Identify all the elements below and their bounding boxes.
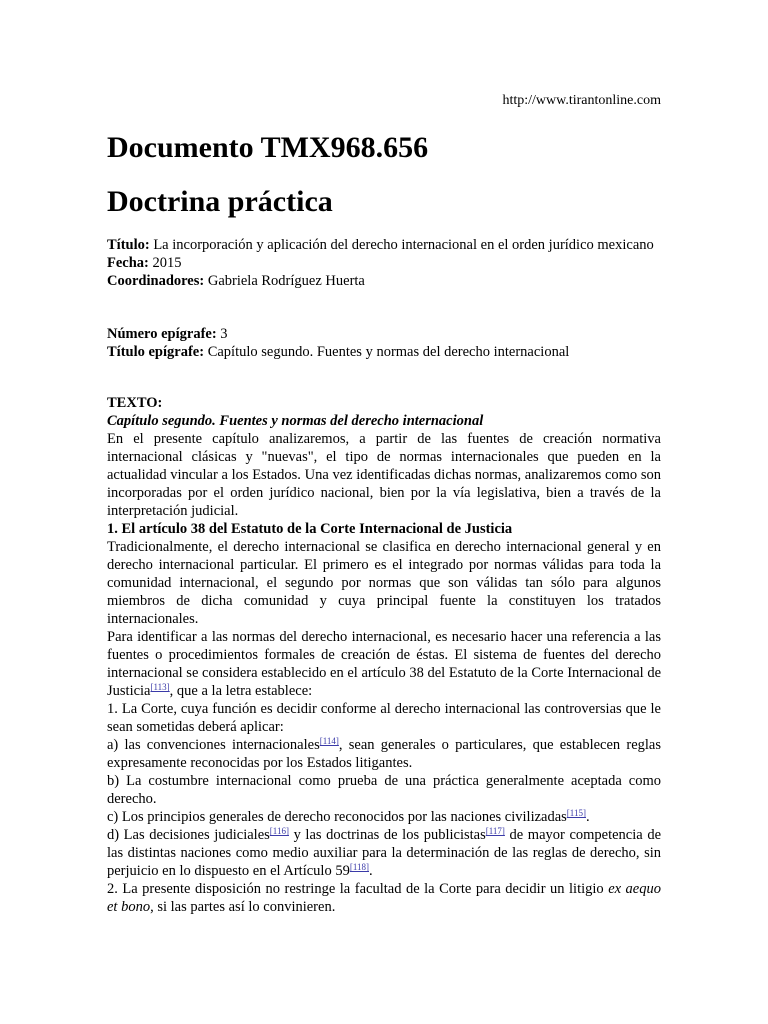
list-item-a-text: a) las convenciones internacionales	[107, 737, 320, 753]
meta-fecha	[107, 254, 661, 272]
paragraph-2-text: Para identificar a las normas del derecho internacional, es necesario hacer una referencia a las fuentes o procedimientos formales de creación de éstas. El sistema de fuentes del derecho internacional se considera establecido en el artículo 38 del Estatuto de la Corte Internacional de Justicia	[107, 629, 662, 699]
epigrafe-metadata	[107, 325, 661, 361]
list-item-c-text: c) Los principios generales de derecho reconocidos por las naciones civilizadas	[107, 809, 567, 825]
meta-fecha-label: Fecha:	[107, 255, 149, 271]
list-item-1: 1. La Corte, cuya función es decidir conforme al derecho internacional las controversias que le sean sometidas deberá aplicar:	[107, 701, 661, 735]
paragraph-2	[107, 628, 661, 700]
footnote-118-link[interactable]: [118]	[349, 862, 369, 872]
list-item-d-text: d) Las decisiones judiciales	[107, 827, 270, 843]
list-item-c	[107, 808, 661, 826]
document-metadata	[107, 236, 661, 290]
source-url-link[interactable]: http://www.tirantonline.com	[502, 93, 661, 108]
meta-numero-epigrafe	[107, 325, 661, 343]
texto-label: TEXTO:	[107, 395, 163, 411]
document-title: Documento TMX968.656	[107, 131, 429, 164]
meta-titulo-epigrafe-label: Título epígrafe:	[107, 344, 205, 360]
list-item-2	[107, 880, 661, 916]
meta-numero-epigrafe-label: Número epígrafe:	[107, 326, 217, 342]
meta-titulo-epigrafe-value: Capítulo segundo. Fuentes y normas del derecho internacional	[207, 344, 570, 360]
document-subtitle: Doctrina práctica	[107, 185, 333, 218]
list-item-d-text-2: y las doctrinas de los publicistas	[288, 827, 486, 843]
list-item-c-end: .	[585, 809, 590, 825]
meta-titulo-value: La incorporación y aplicación del derecho internacional en el orden jurídico mexicano	[153, 237, 654, 253]
meta-numero-epigrafe-value: 3	[220, 326, 228, 342]
latin-phrase: ex aequo et bono	[107, 881, 661, 915]
footnote-116-link[interactable]: [116]	[269, 826, 289, 836]
footnote-113-link[interactable]: [113]	[150, 682, 170, 692]
document-body	[107, 394, 661, 916]
list-item-2-text: 2. La presente disposición no restringe la facultad de la Corte para decidir un litigio	[107, 881, 609, 897]
meta-coordinadores-label: Coordinadores:	[107, 273, 205, 289]
source-url[interactable]	[502, 92, 661, 110]
meta-titulo-label: Título:	[107, 237, 150, 253]
list-item-d-text-3: de mayor competencia de las distintas naciones como medio auxiliar para la determinación de las reglas de derecho, sin perjuicio en lo dispuesto en el Artículo 59	[107, 827, 661, 879]
list-item-a-end: , sean generales o particulares, que establecen reglas expresamente reconocidas por los Estados litigantes.	[107, 737, 661, 771]
meta-titulo	[107, 236, 661, 254]
footnote-117-link[interactable]: [117]	[485, 826, 505, 836]
section-heading: 1. El artículo 38 del Estatuto de la Corte Internacional de Justicia	[107, 521, 513, 537]
intro-paragraph: En el presente capítulo analizaremos, a partir de las fuentes de creación normativa internacional clásicas y "nuevas", el tipo de normas internacionales que pueden en la actualidad vincular a los Estados. Una vez identificadas dichas normas, analizaremos como son incorporadas por el orden jurídico nacional, bien por la vía legislativa, bien a través de la interpretación judicial.	[107, 431, 661, 519]
meta-titulo-epigrafe	[107, 343, 661, 361]
paragraph-2-end: , que a la letra establece:	[169, 683, 313, 699]
list-item-2-end: , si las partes así lo convinieren.	[150, 899, 336, 915]
list-item-b: b) La costumbre internacional como prueba de una práctica generalmente aceptada como derecho.	[107, 773, 661, 807]
footnote-115-link[interactable]: [115]	[566, 808, 586, 818]
meta-coordinadores-value: Gabriela Rodríguez Huerta	[207, 273, 365, 289]
list-item-d-end: .	[369, 863, 373, 879]
chapter-heading: Capítulo segundo. Fuentes y normas del derecho internacional	[107, 413, 484, 429]
list-item-a	[107, 736, 661, 772]
meta-coordinadores	[107, 272, 661, 290]
meta-fecha-value: 2015	[152, 255, 182, 271]
list-item-d	[107, 826, 661, 880]
paragraph-1: Tradicionalmente, el derecho internacional se clasifica en derecho internacional general y en derecho internacional particular. El primero es el integrado por normas válidas para toda la comunidad internacional, el segundo por normas que son válidas tan sólo para algunos miembros de dicha comunidad y cuya principal fuente la constituyen los tratados internacionales.	[107, 539, 661, 627]
footnote-114-link[interactable]: [114]	[319, 736, 339, 746]
